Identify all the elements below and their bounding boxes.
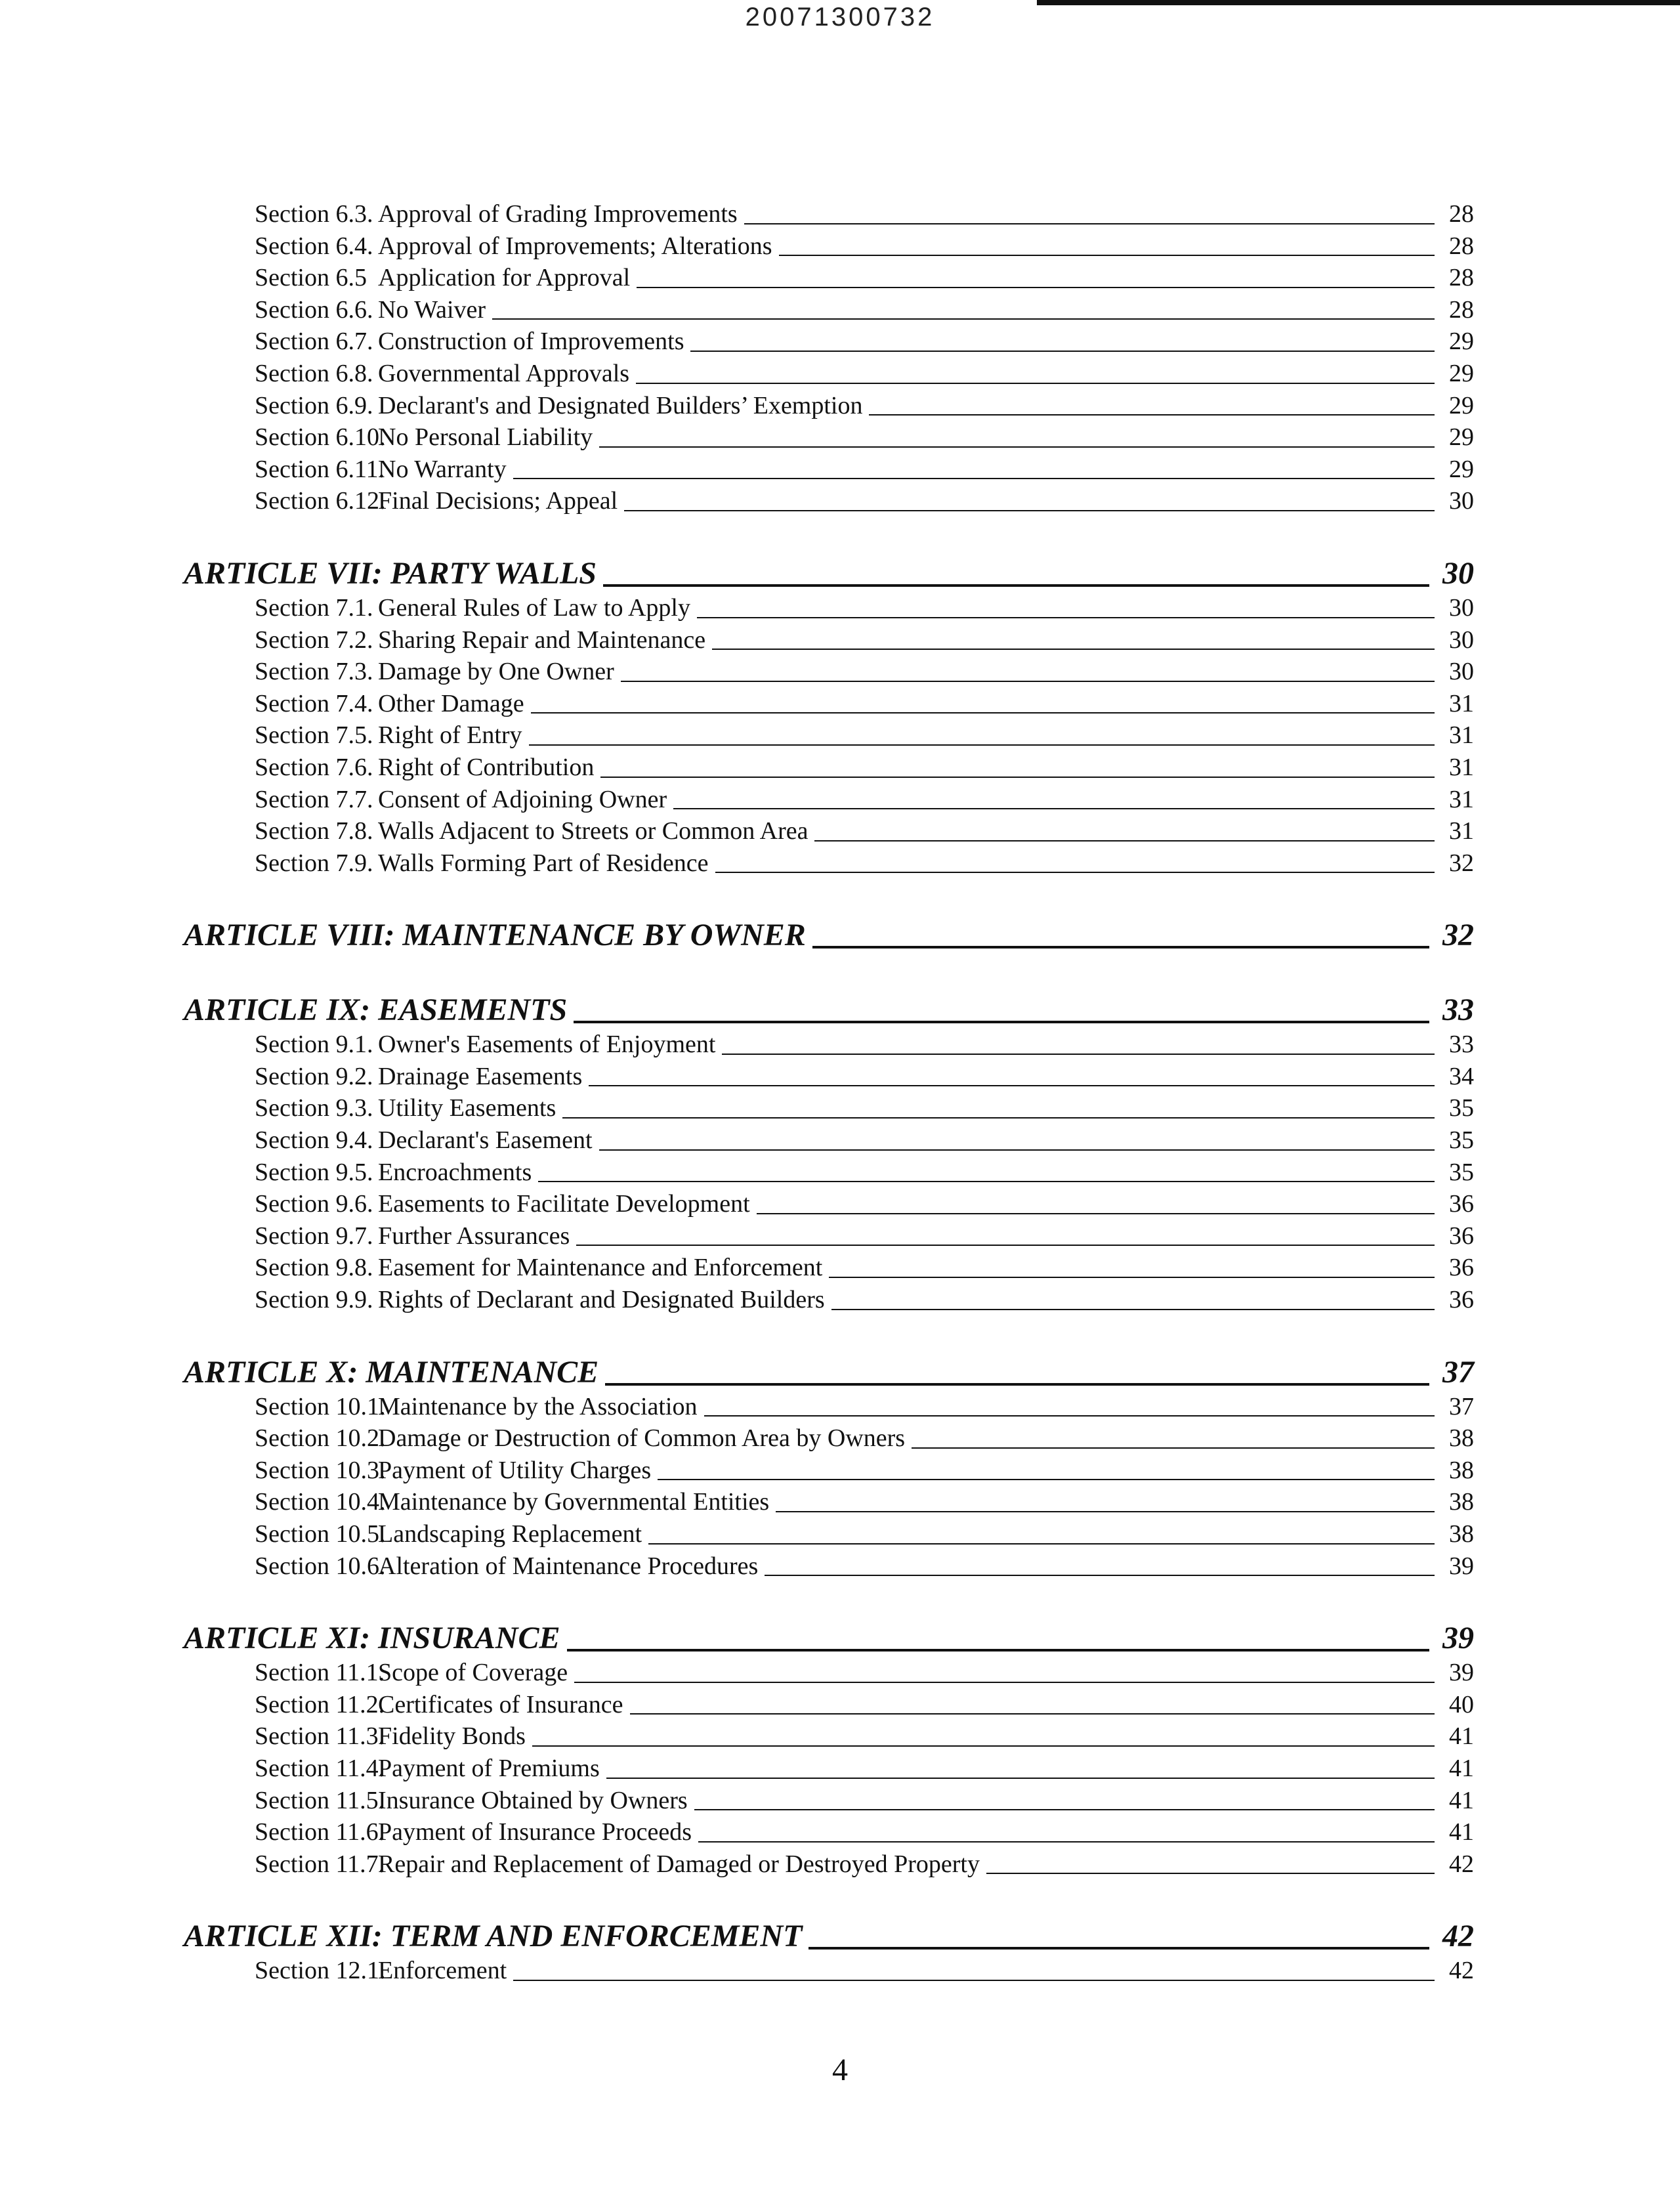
section-number: Section 11.5. [255,1786,385,1814]
toc-section-row [184,390,1474,422]
leader-line [621,681,1435,682]
toc-section-row [184,294,1474,326]
leader-line [673,808,1435,809]
toc-section-row [184,198,1474,230]
section-page-number: 36 [1449,1190,1474,1218]
section-page-number: 32 [1449,849,1474,877]
section-number: Section 9.1. [255,1031,373,1059]
section-number: Section 6.5 [255,264,367,292]
toc-section-row [184,719,1474,752]
article-title: ARTICLE IX: EASEMENTS [184,992,568,1028]
section-title: Landscaping Replacement [378,1520,642,1548]
section-page-number: 31 [1449,689,1474,717]
article-block [184,992,1474,1315]
leader-line [814,840,1435,842]
article-title: ARTICLE VII: PARTY WALLS [184,555,597,591]
leader-line [765,1575,1435,1576]
section-page-number: 29 [1449,423,1474,452]
section-title: No Waiver [378,295,486,324]
section-title: Easements to Facilitate Development [378,1190,750,1218]
leader-line [715,872,1435,873]
section-page-number: 33 [1449,1031,1474,1059]
article-page-number: 42 [1442,1919,1474,1954]
section-page-number: 41 [1449,1786,1474,1814]
section-number: Section 6.12. [255,487,386,515]
section-number: Section 7.1. [255,593,373,622]
section-number: Section 11.1. [255,1659,385,1687]
section-number: Section 7.2. [255,626,373,654]
leader-line [531,712,1435,714]
leader-line [492,318,1435,320]
section-title: Right of Contribution [378,753,595,781]
section-number: Section 11.6. [255,1818,385,1846]
toc-section-row [184,1689,1474,1721]
article-page-number: 33 [1442,992,1474,1028]
section-number: Section 6.10. [255,423,386,452]
section-title: Construction of Improvements [378,328,684,356]
section-number: Section 9.5. [255,1158,373,1186]
section-page-number: 36 [1449,1222,1474,1250]
toc-section-row [184,1657,1474,1689]
leader-line [513,478,1435,479]
leader-line [712,649,1435,650]
toc-section-row [184,1220,1474,1252]
toc-section-row [184,262,1474,294]
section-page-number: 31 [1449,721,1474,750]
section-number: Section 7.4. [255,689,373,717]
section-page-number: 38 [1449,1520,1474,1548]
section-page-number: 41 [1449,1818,1474,1846]
section-title: Utility Easements [378,1094,556,1122]
toc-section-row [184,847,1474,880]
leader-line [562,1117,1435,1119]
section-number: Section 9.3. [255,1094,373,1122]
lead-sections [184,198,1474,517]
section-title: Other Damage [378,689,524,717]
section-number: Section 10.6. [255,1552,386,1580]
section-title: Application for Approval [378,264,631,292]
section-page-number: 30 [1449,658,1474,686]
toc-section-row [184,1124,1474,1157]
leader-line [574,1021,1429,1023]
article-heading [184,1918,1474,1955]
toc-section-row [184,1029,1474,1061]
section-title: Damage or Destruction of Common Area by Owners [378,1424,906,1453]
section-page-number: 31 [1449,785,1474,813]
article-heading [184,555,1474,592]
section-page-number: 29 [1449,455,1474,483]
section-title: Fidelity Bonds [378,1722,526,1751]
section-page-number: 36 [1449,1254,1474,1282]
section-title: Encroachments [378,1158,532,1186]
article-page-number: 39 [1442,1621,1474,1656]
article-heading [184,917,1474,954]
section-page-number: 41 [1449,1722,1474,1751]
section-page-number: 30 [1449,626,1474,654]
leader-line [704,1415,1435,1417]
article-page-number: 30 [1442,555,1474,591]
page-number: 4 [832,2053,848,2087]
toc-section-row [184,624,1474,656]
section-title: Consent of Adjoining Owner [378,785,667,813]
article-title: ARTICLE VIII: MAINTENANCE BY OWNER [184,918,806,953]
toc-section-row [184,815,1474,847]
toc-section-row [184,454,1474,486]
section-number: Section 6.7. [255,328,373,356]
toc-section-row [184,1252,1474,1284]
section-title: Declarant's Easement [378,1126,593,1155]
leader-line [589,1085,1435,1086]
leader-line [605,1383,1429,1386]
section-number: Section 9.6. [255,1190,373,1218]
section-number: Section 6.3. [255,200,373,228]
section-number: Section 6.11. [255,455,385,483]
leader-line [574,1682,1435,1683]
toc-section-row [184,1422,1474,1455]
section-page-number: 31 [1449,753,1474,781]
leader-line [697,617,1435,618]
toc-section-row [184,230,1474,263]
section-number: Section 9.2. [255,1062,373,1090]
leader-line [567,1649,1430,1652]
section-title: Right of Entry [378,721,522,750]
leader-line [603,584,1429,587]
section-number: Section 11.7. [255,1850,385,1878]
article-block [184,917,1474,954]
leader-line [829,1277,1435,1278]
section-page-number: 30 [1449,593,1474,622]
toc-section-row [184,1816,1474,1848]
section-title: Declarant's and Designated Builders’ Exemption [378,391,863,419]
section-title: Payment of Premiums [378,1754,600,1782]
section-page-number: 31 [1449,817,1474,845]
section-number: Section 9.4. [255,1126,373,1155]
leader-line [698,1841,1435,1843]
article-title: ARTICLE XI: INSURANCE [184,1621,560,1656]
toc-section-row [184,326,1474,358]
section-page-number: 35 [1449,1158,1474,1186]
section-page-number: 38 [1449,1456,1474,1484]
section-page-number: 36 [1449,1286,1474,1314]
section-title: Owner's Easements of Enjoyment [378,1031,716,1059]
article-block [184,1918,1474,1987]
article-heading [184,992,1474,1029]
section-title: Drainage Easements [378,1062,583,1090]
section-page-number: 28 [1449,200,1474,228]
section-page-number: 39 [1449,1659,1474,1687]
section-title: Walls Adjacent to Streets or Common Area [378,817,808,845]
toc-section-row [184,656,1474,688]
toc-section-row [184,1391,1474,1423]
section-page-number: 38 [1449,1424,1474,1453]
section-number: Section 6.8. [255,359,373,387]
section-title: Alteration of Maintenance Procedures [378,1552,759,1580]
toc-section-row [184,1486,1474,1518]
toc-section-row [184,485,1474,517]
section-page-number: 38 [1449,1488,1474,1516]
section-number: Section 7.9. [255,849,373,877]
leader-line [722,1054,1435,1055]
toc-section-row [184,1720,1474,1753]
section-title: Approval of Grading Improvements [378,200,738,228]
section-title: Walls Forming Part of Residence [378,849,709,877]
toc-section-row [184,1157,1474,1189]
toc-section-row [184,1753,1474,1785]
section-number: Section 11.3. [255,1722,385,1751]
leader-line [776,1511,1435,1512]
section-number: Section 7.6. [255,753,373,781]
toc-section-row [184,592,1474,624]
leader-line [630,1713,1435,1715]
section-title: Final Decisions; Appeal [378,487,618,515]
leader-line [637,287,1435,288]
article-block [184,1620,1474,1880]
section-title: Insurance Obtained by Owners [378,1786,688,1814]
leader-line [912,1447,1435,1449]
leader-line [779,255,1435,256]
section-title: No Personal Liability [378,423,593,452]
section-title: Approval of Improvements; Alterations [378,232,772,260]
leader-line [812,946,1429,948]
section-number: Section 6.9. [255,391,373,419]
section-number: Section 9.9. [255,1286,373,1314]
section-page-number: 29 [1449,391,1474,419]
leader-line [576,1245,1435,1246]
section-page-number: 29 [1449,328,1474,356]
toc-section-row [184,752,1474,784]
section-number: Section 9.8. [255,1254,373,1282]
section-title: Further Assurances [378,1222,570,1250]
toc-section-row [184,1455,1474,1487]
article-title: ARTICLE XII: TERM AND ENFORCEMENT [184,1919,803,1954]
toc-section-row [184,688,1474,720]
section-number: Section 7.7. [255,785,373,813]
article-heading [184,1354,1474,1391]
leader-line [986,1873,1435,1874]
section-page-number: 40 [1449,1690,1474,1718]
section-number: Section 6.6. [255,295,373,324]
section-title: General Rules of Law to Apply [378,593,690,622]
section-number: Section 10.1. [255,1392,386,1420]
leader-line [532,1745,1435,1747]
section-number: Section 10.4. [255,1488,386,1516]
leader-line [694,1809,1435,1810]
leader-line [599,446,1435,448]
leader-line [606,1778,1435,1779]
section-page-number: 39 [1449,1552,1474,1580]
section-number: Section 7.3. [255,658,373,686]
toc-section-row [184,1518,1474,1550]
article-block [184,1354,1474,1583]
leader-line [624,510,1435,511]
leader-line [600,777,1435,778]
section-title: Certificates of Insurance [378,1690,623,1718]
section-page-number: 34 [1449,1062,1474,1090]
article-page-number: 32 [1442,918,1474,953]
section-number: Section 10.5. [255,1520,386,1548]
toc-section-row [184,1284,1474,1316]
toc-section-row [184,1550,1474,1583]
article-page-number: 37 [1442,1354,1474,1390]
leader-line [636,383,1435,384]
toc-section-row [184,421,1474,454]
leader-line [529,744,1435,746]
section-title: Payment of Insurance Proceeds [378,1818,692,1846]
section-number: Section 6.4. [255,232,373,260]
document-number: 20071300732 [745,3,935,32]
toc-section-row [184,1188,1474,1220]
toc-section-row [184,1955,1474,1987]
section-page-number: 35 [1449,1126,1474,1155]
leader-line [690,351,1435,352]
toc-section-row [184,1848,1474,1881]
article-block [184,555,1474,879]
section-number: Section 11.4. [255,1754,385,1782]
section-title: Sharing Repair and Maintenance [378,626,706,654]
leader-line [831,1309,1435,1310]
section-number: Section 10.3. [255,1456,386,1484]
section-number: Section 11.2. [255,1690,385,1718]
toc-section-row [184,1092,1474,1124]
section-page-number: 28 [1449,295,1474,324]
toc-section-row [184,784,1474,816]
section-page-number: 30 [1449,487,1474,515]
table-of-contents [184,198,1474,1987]
leader-line [808,1947,1429,1950]
section-page-number: 41 [1449,1754,1474,1782]
leader-line [538,1181,1435,1182]
toc-section-row [184,1785,1474,1817]
section-title: Easement for Maintenance and Enforcement [378,1254,823,1282]
leader-line [869,414,1435,416]
section-page-number: 37 [1449,1392,1474,1420]
section-title: Governmental Approvals [378,359,630,387]
section-page-number: 28 [1449,232,1474,260]
section-page-number: 42 [1449,1850,1474,1878]
toc-section-row [184,358,1474,390]
section-title: Repair and Replacement of Damaged or Destroyed Property [378,1850,980,1878]
section-number: Section 7.5. [255,721,373,750]
section-page-number: 28 [1449,264,1474,292]
leader-line [648,1543,1435,1545]
leader-line [658,1479,1435,1480]
section-number: Section 7.8. [255,817,373,845]
section-title: No Warranty [378,455,507,483]
section-title: Damage by One Owner [378,658,614,686]
section-title: Payment of Utility Charges [378,1456,652,1484]
section-title: Scope of Coverage [378,1659,568,1687]
leader-line [757,1213,1435,1214]
section-number: Section 10.2. [255,1424,386,1453]
section-number: Section 9.7. [255,1222,373,1250]
leader-line [599,1149,1435,1151]
section-number: Section 12.1. [255,1957,386,1985]
section-page-number: 35 [1449,1094,1474,1122]
section-page-number: 42 [1449,1957,1474,1985]
toc-section-row [184,1061,1474,1093]
section-title: Rights of Declarant and Designated Builders [378,1286,825,1314]
article-heading [184,1620,1474,1657]
article-title: ARTICLE X: MAINTENANCE [184,1354,599,1390]
section-title: Maintenance by the Association [378,1392,698,1420]
leader-line [744,223,1435,224]
leader-line [513,1980,1435,1981]
section-title: Enforcement [378,1957,507,1985]
section-title: Maintenance by Governmental Entities [378,1488,770,1516]
section-page-number: 29 [1449,359,1474,387]
